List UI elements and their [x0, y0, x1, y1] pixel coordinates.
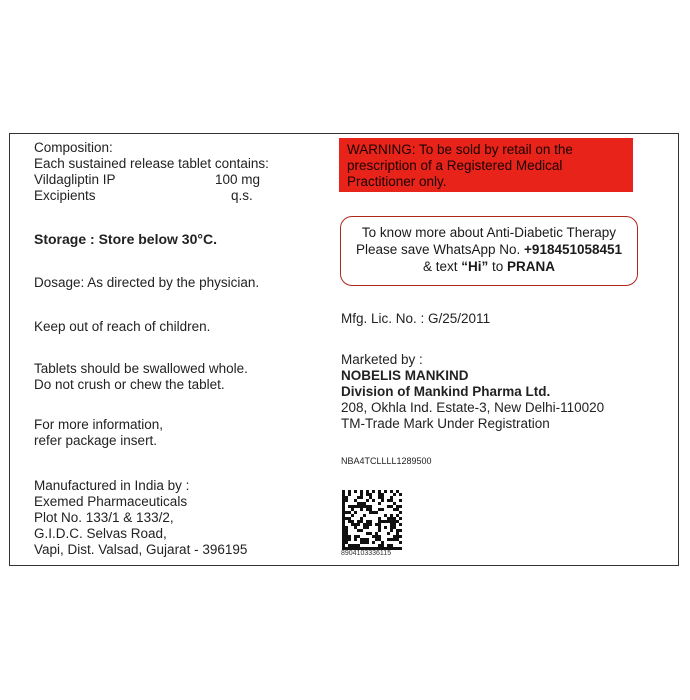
manufacturer-address-3: Vapi, Dist. Valsad, Gujarat - 396195 — [34, 542, 248, 557]
trademark-note: TM-Trade Mark Under Registration — [341, 416, 550, 431]
whatsapp-line2 — [341, 241, 637, 258]
whatsapp-info-box — [340, 216, 638, 286]
warning-box — [339, 138, 633, 192]
batch-code: NBA4TCLLLL1289500 — [341, 456, 432, 466]
manufacturer-address-1: Plot No. 133/1 & 133/2, — [34, 510, 174, 525]
warning-line1: WARNING: To be sold by retail on the — [347, 142, 573, 157]
marketer-division: Division of Mankind Pharma Ltd. — [341, 384, 551, 399]
whatsapp-line2-prefix: Please save WhatsApp No. — [355, 242, 525, 257]
swallow-instruction-line2: Do not crush or chew the tablet. — [34, 377, 225, 392]
barcode-number: 8904103336115 — [341, 550, 392, 557]
whatsapp-line1: To know more about Anti-Diabetic Therapy — [361, 225, 617, 240]
ingredient-2-quantity: q.s. — [231, 188, 253, 203]
whatsapp-line3-prefix: & text — [422, 259, 462, 274]
whatsapp-line3-mid: to — [488, 259, 507, 274]
marketed-by-label: Marketed by : — [341, 352, 423, 367]
marketer-address: 208, Okhla Ind. Estate-3, New Delhi-110020 — [341, 400, 605, 415]
warning-line2: prescription of a Registered Medical — [347, 158, 563, 173]
swallow-instruction-line1: Tablets should be swallowed whole. — [34, 361, 248, 376]
keep-out-of-reach: Keep out of reach of children. — [34, 319, 211, 334]
package-label-panel — [9, 133, 679, 566]
manufacturer-label: Manufactured in India by : — [34, 478, 190, 493]
ingredient-1-name: Vildagliptin IP — [34, 172, 116, 187]
manufacturer-address-2: G.I.D.C. Selvas Road, — [34, 526, 167, 541]
more-info-line2: refer package insert. — [34, 433, 158, 448]
manufacturer-name: Exemed Pharmaceuticals — [34, 494, 188, 509]
whatsapp-number: +918451058451 — [524, 242, 623, 257]
mfg-licence-number: Mfg. Lic. No. : G/25/2011 — [341, 311, 491, 326]
ingredient-1-quantity: 100 mg — [215, 172, 261, 187]
storage-instruction: Storage : Store below 30°C. — [34, 231, 217, 247]
datamatrix-code-icon — [342, 490, 402, 550]
ingredient-2-name: Excipients — [34, 188, 96, 203]
more-info-line1: For more information, — [34, 417, 164, 432]
dosage-instruction: Dosage: As directed by the physician. — [34, 275, 260, 290]
marketer-name: NOBELIS MANKIND — [341, 368, 469, 383]
composition-title: Composition: — [34, 140, 113, 155]
whatsapp-brand: PRANA — [507, 259, 556, 274]
whatsapp-keyword: “Hi” — [461, 259, 489, 274]
warning-line3: Practitioner only. — [347, 174, 447, 189]
composition-description: Each sustained release tablet contains: — [34, 156, 269, 171]
whatsapp-line3 — [341, 258, 637, 275]
